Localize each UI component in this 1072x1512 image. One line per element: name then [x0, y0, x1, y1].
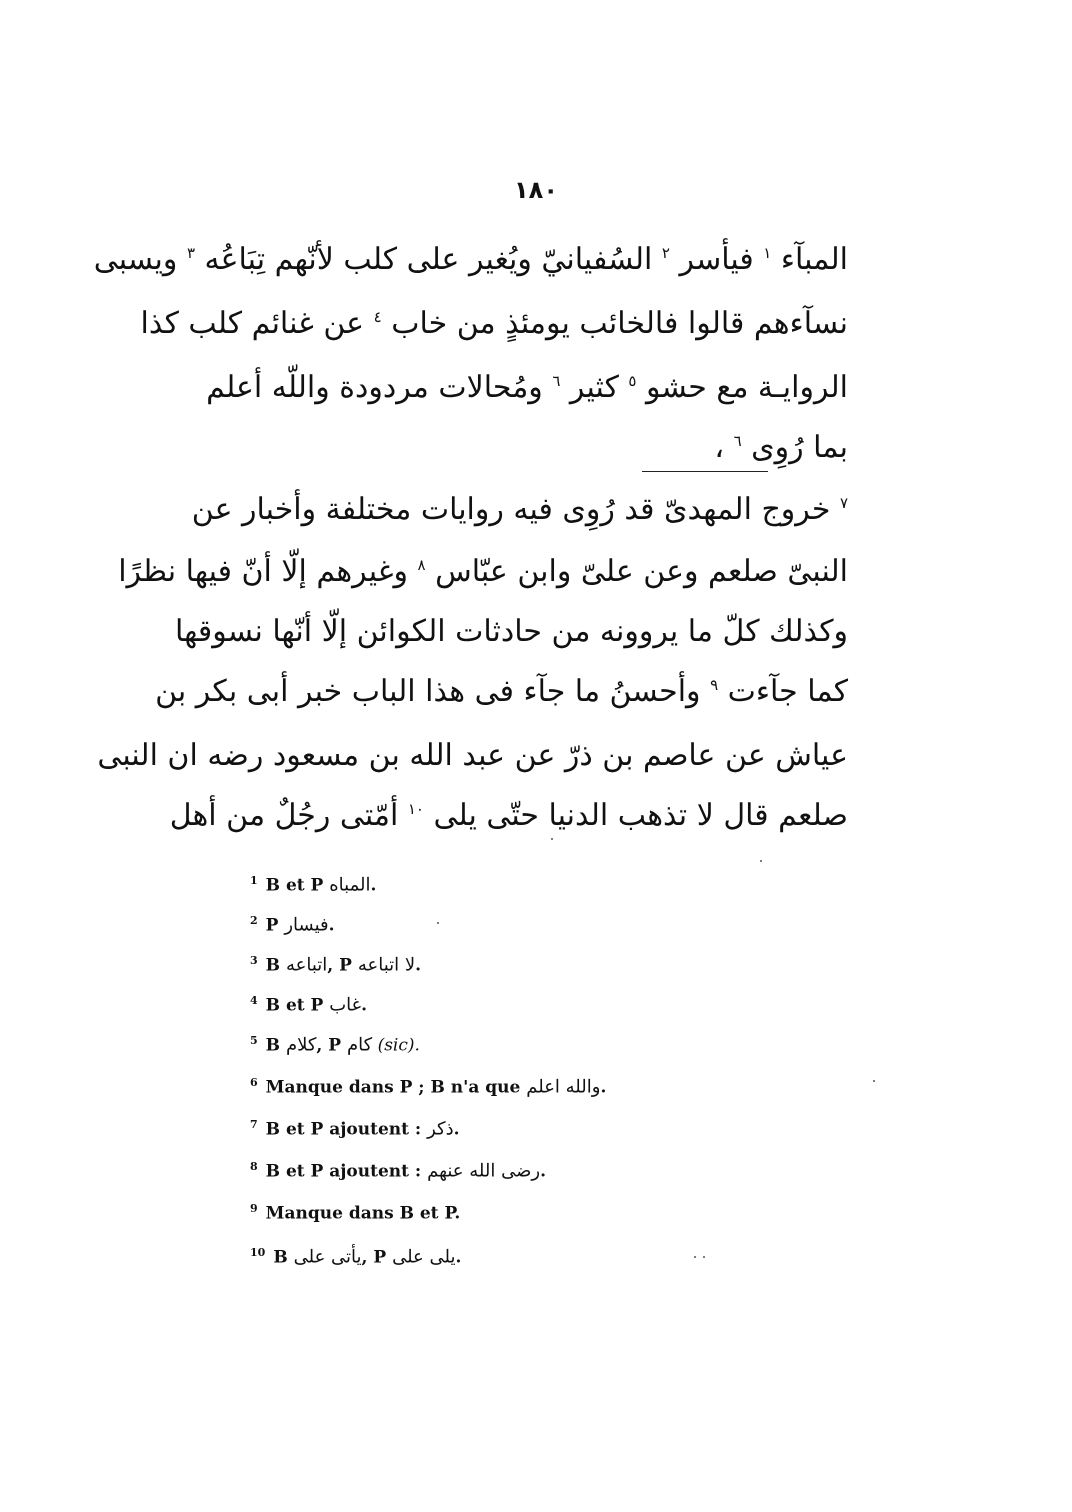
scan-speck	[703, 1256, 705, 1258]
footnote-ref: ١	[763, 244, 772, 262]
footnote-number: 2	[250, 914, 258, 927]
footnote-text: B	[265, 955, 286, 976]
footnote-text: .	[370, 875, 377, 896]
line-text: النبىّ صلعم وعن علىّ وابن عبّاس	[425, 554, 848, 589]
footnote-arabic: المباه	[329, 874, 371, 896]
footnote-number: 4	[250, 994, 258, 1007]
footnote-ref: ٥	[628, 372, 637, 390]
scan-speck	[437, 922, 439, 924]
line-text: السُفيانيّ ويُغير على كلب لأنّهم تِبَاعُه	[195, 242, 662, 277]
footnote-arabic: كام	[346, 1034, 373, 1056]
footnote-arabic: رضى الله عنهم	[427, 1160, 541, 1182]
footnote-number: 5	[250, 1034, 258, 1047]
footnote-ref: ٤	[373, 308, 382, 326]
line-text: وكذلك كلّ ما يروونه من حادثات الكوائن إلّا أنّها نسوقها	[174, 614, 848, 649]
footnote-ref: ٣	[186, 244, 195, 262]
footnote-4	[250, 986, 367, 1016]
line-text: الروايـة مع حشو	[636, 370, 848, 405]
footnote-text: (sic).	[372, 1035, 420, 1056]
line-text: المبآء	[771, 242, 848, 277]
footnote-ref: ٩	[710, 676, 719, 694]
line-text: عياش عن عاصم بن ذرّ عن عبد الله بن مسعود رضه ان النبى	[97, 738, 848, 773]
footnote-ref: ٦	[552, 372, 561, 390]
footnote-2	[250, 906, 335, 936]
footnote-ref: ٧	[839, 494, 848, 512]
footnote-7	[250, 1110, 460, 1140]
footnote-number: 6	[250, 1076, 258, 1089]
footnote-text: .	[453, 1119, 460, 1140]
footnote-text: Manque dans P ; B n'a que	[265, 1077, 527, 1098]
body-line-10	[169, 796, 848, 836]
footnote-ref: ٢	[661, 244, 670, 262]
footnote-text: .	[361, 995, 367, 1016]
footnote-arabic: غاب	[329, 994, 362, 1016]
footnote-1	[250, 866, 376, 896]
footnote-text: P	[265, 915, 285, 936]
line-text: ومُحالات مردودة واللّه أعلم	[206, 370, 553, 405]
footnote-text: B et P ajoutent :	[265, 1161, 428, 1182]
line-text: وغيرهم إلّا أنّ فيها نظرًا	[118, 554, 418, 589]
footnote-number: 8	[250, 1160, 258, 1173]
body-line-8	[155, 672, 848, 712]
scan-speck	[873, 1080, 875, 1082]
footnote-text: B et P ajoutent :	[265, 1119, 428, 1140]
footnote-text: B	[273, 1247, 294, 1268]
footnote-arabic: والله اعلم	[526, 1076, 601, 1098]
body-line-5	[191, 490, 848, 530]
scan-speck	[551, 838, 553, 840]
body-line-1	[93, 240, 848, 280]
footnote-arabic: اتباعه	[285, 954, 328, 976]
footnote-arabic: كلام	[285, 1034, 317, 1056]
footnote-ref: ٨	[417, 556, 426, 574]
line-text: كثير	[560, 370, 629, 405]
footnote-text: , P	[361, 1247, 393, 1268]
footnote-text: .	[600, 1077, 607, 1098]
footnote-ref: ١٠	[407, 800, 424, 818]
page-number: ١٨٠	[514, 176, 558, 204]
footnote-6	[250, 1068, 606, 1098]
footnote-3	[250, 946, 421, 976]
footnote-10	[250, 1238, 461, 1268]
line-text: فيأسر	[669, 242, 764, 277]
footnote-number: 1	[250, 874, 258, 887]
footnote-text: .	[415, 955, 422, 976]
section-separator	[642, 471, 768, 472]
footnote-arabic: يأتى على	[293, 1246, 362, 1268]
body-line-2	[140, 304, 848, 344]
line-text: نسآءهم قالوا فالخائب يومئذٍ من خاب	[381, 306, 848, 341]
footnote-number: 7	[250, 1118, 258, 1131]
footnote-text: .	[540, 1161, 546, 1182]
line-text: وأحسنُ ما جآء فى هذا الباب خبر أبى بكر بن	[155, 674, 711, 709]
footnote-arabic: لا اتباعه	[357, 954, 416, 976]
footnote-number: 3	[250, 954, 258, 967]
footnote-5	[250, 1026, 420, 1056]
line-text: كما جآءت	[718, 674, 848, 709]
body-line-9	[97, 736, 848, 776]
footnote-text: Manque dans B et P.	[265, 1203, 461, 1224]
footnote-text: B	[265, 1035, 286, 1056]
footnote-arabic: فيسار	[284, 914, 329, 936]
footnote-8	[250, 1152, 546, 1182]
footnote-text: .	[455, 1247, 462, 1268]
line-text: بما رُوِى	[741, 430, 848, 465]
footnote-number: 9	[250, 1202, 258, 1215]
line-text: أمّتى رجُلٌ من أهل	[169, 798, 408, 833]
footnote-arabic: ذكر	[427, 1118, 454, 1140]
footnote-9	[250, 1194, 460, 1224]
line-text: ويسبى	[93, 242, 187, 277]
line-text: عن غنائم كلب كذا	[140, 306, 374, 341]
body-line-3	[206, 368, 848, 408]
footnote-ref: ٦	[733, 432, 742, 450]
footnote-text: B et P	[265, 875, 330, 896]
scan-speck	[760, 860, 762, 862]
scan-speck	[694, 1256, 696, 1258]
footnote-arabic: يلى على	[392, 1246, 456, 1268]
footnote-number: 10	[250, 1246, 266, 1259]
footnote-text: , P	[316, 1035, 347, 1056]
line-text: خروج المهدىّ قد رُوِى فيه روايات مختلفة وأخبار عن	[191, 492, 840, 527]
line-text: صلعم قال لا تذهب الدنيا حتّى يلى	[423, 798, 848, 833]
body-line-4	[228, 428, 848, 468]
footnote-text: , P	[327, 955, 358, 976]
body-line-7	[174, 612, 848, 652]
footnote-text: .	[328, 915, 335, 936]
body-line-6	[118, 552, 848, 592]
line-text: ،	[714, 430, 734, 465]
footnote-text: B et P	[265, 995, 330, 1016]
